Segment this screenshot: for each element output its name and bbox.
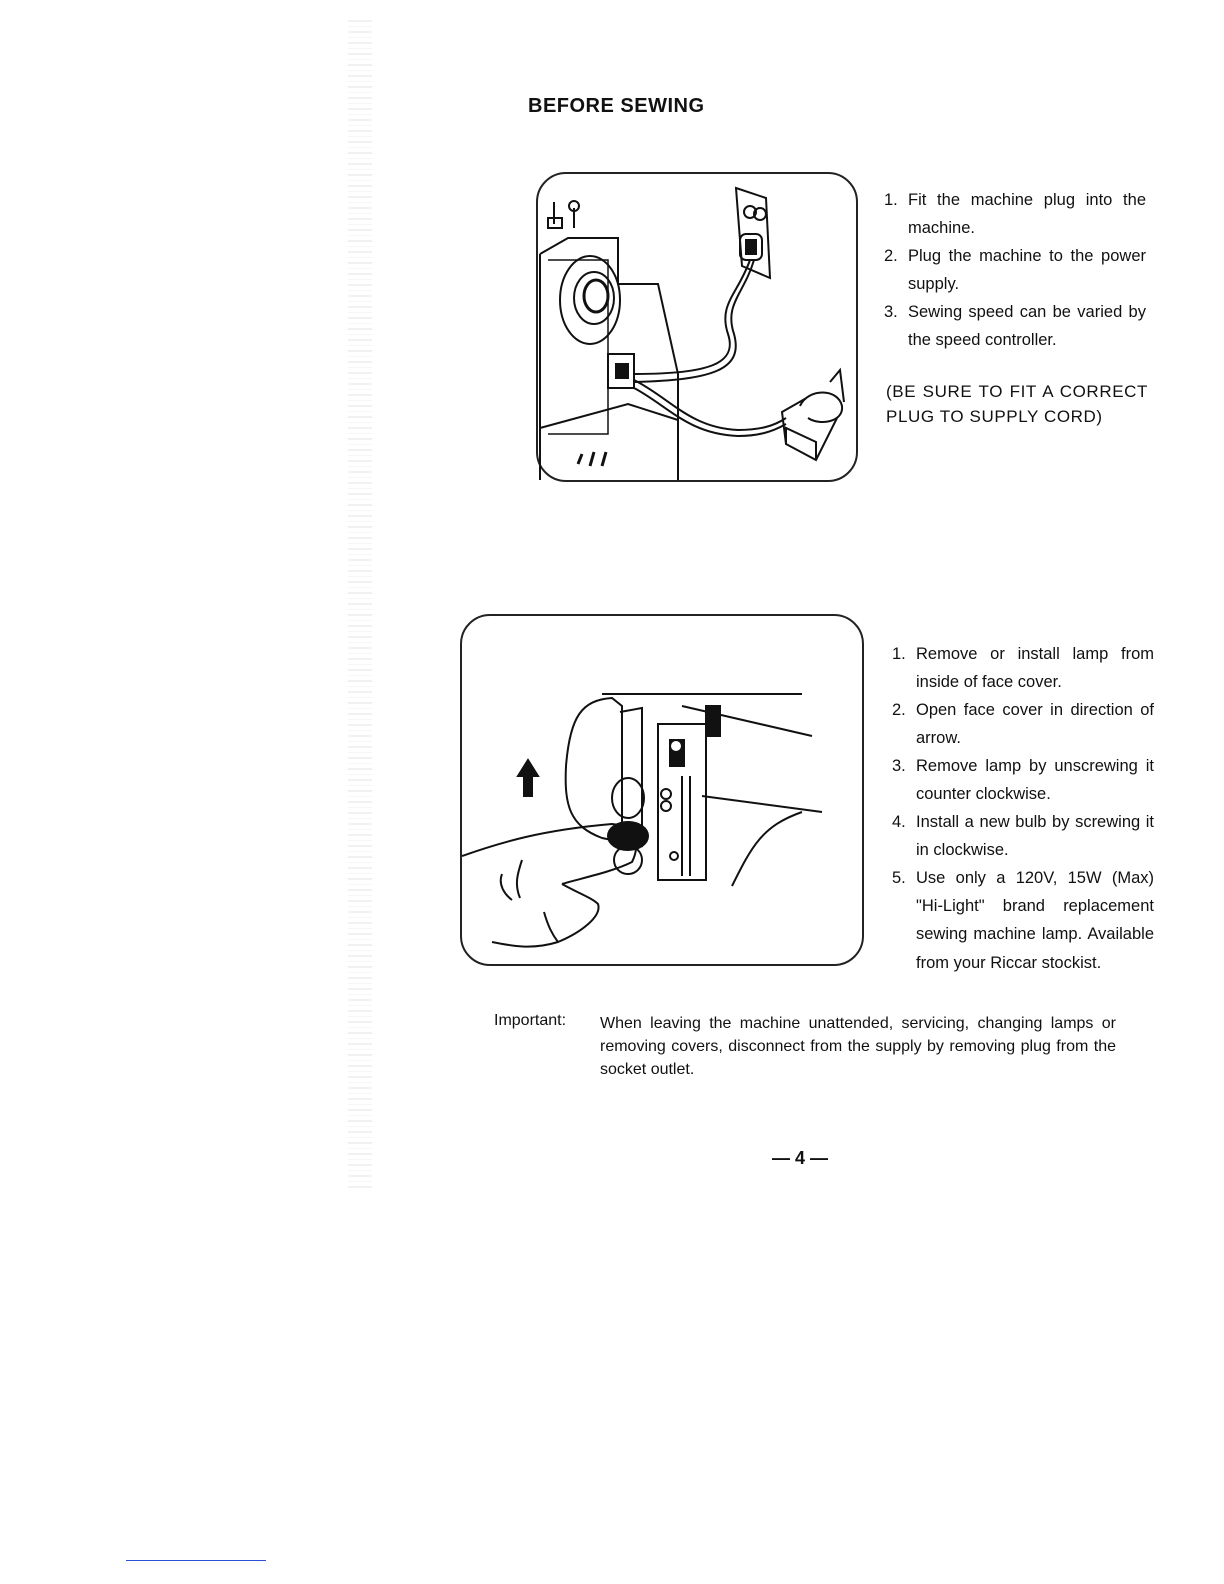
lamp-step-1 <box>892 640 1154 696</box>
step-text: Open face cover in direction of arrow. <box>916 701 1154 748</box>
important-notice-text: When leaving the machine unattended, servicing, changing lamps or removing covers, disconnect from the supply by removing plug from the socket outlet. <box>600 1015 1116 1079</box>
power-connection-illustration <box>536 172 858 482</box>
scan-edge-artifact <box>348 20 372 1190</box>
step-number: 2. <box>892 701 906 720</box>
lamp-steps-list <box>892 640 1154 977</box>
important-label: Important: <box>494 1012 567 1029</box>
footer-rule <box>126 1560 266 1561</box>
lamp-step-4 <box>892 808 1154 864</box>
power-step-2 <box>884 242 1146 298</box>
step-number: 2. <box>884 247 898 266</box>
step-text: Use only a 120V, 15W (Max) "Hi-Light" brand replacement sewing machine lamp. Available from your Riccar stockist. <box>916 869 1154 972</box>
power-connection-drawing <box>538 174 856 480</box>
step-text: Fit the machine plug into the machine. <box>908 191 1146 238</box>
lamp-replacement-illustration <box>460 614 864 966</box>
power-step-1 <box>884 186 1146 242</box>
step-number: 3. <box>884 303 898 322</box>
step-text: Sewing speed can be varied by the speed controller. <box>908 303 1146 350</box>
plug-warning-note: (BE SURE TO FIT A CORRECT PLUG TO SUPPLY CORD) <box>886 382 1148 426</box>
step-text: Plug the machine to the power supply. <box>908 247 1146 294</box>
step-number: 1. <box>884 191 898 209</box>
lamp-step-5 <box>892 864 1154 976</box>
lamp-replacement-drawing <box>462 616 862 964</box>
page-heading: BEFORE SEWING <box>528 95 705 117</box>
step-text: Remove lamp by unscrewing it counter clockwise. <box>916 757 1154 804</box>
step-text: Install a new bulb by screwing it in clockwise. <box>916 813 1154 860</box>
step-number: 3. <box>892 757 906 776</box>
step-number: 1. <box>892 645 906 663</box>
power-steps-list <box>884 186 1146 354</box>
lamp-step-2 <box>892 696 1154 752</box>
step-number: 5. <box>892 869 906 888</box>
lamp-step-3 <box>892 752 1154 808</box>
step-number: 4. <box>892 813 906 832</box>
step-text: Remove or install lamp from inside of face cover. <box>916 645 1154 692</box>
power-step-3 <box>884 298 1146 354</box>
page-number: — 4 — <box>772 1148 829 1168</box>
